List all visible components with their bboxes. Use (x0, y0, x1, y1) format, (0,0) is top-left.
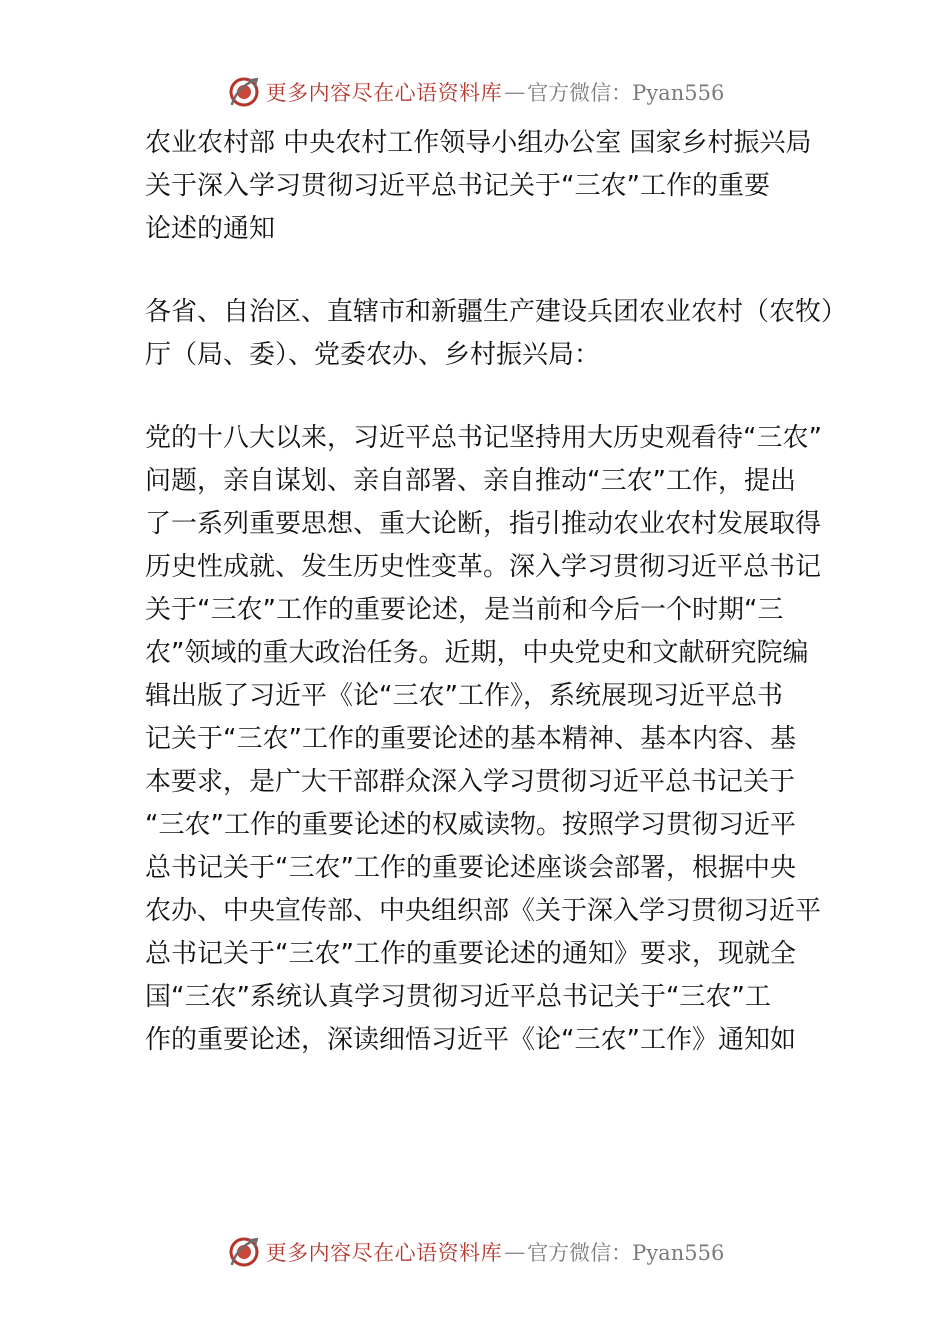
addressee (145, 291, 848, 377)
body-line: 农办、中央宣传部、中央组织部《关于深入学习贯彻习近平 (145, 896, 822, 926)
watermark-dash: — (504, 80, 526, 104)
body-line: 国“三农”系统认真学习贯彻习近平总书记关于“三农”工 (145, 982, 771, 1012)
watermark-contact: 官方微信：Pyan556 (527, 81, 725, 105)
document-title (145, 122, 810, 251)
document-content (145, 122, 848, 1062)
body-line: 本要求，是广大干部群众深入学习贯彻习近平总书记关于 (145, 767, 796, 797)
watermark-text: 更多内容尽在心语资料库 (265, 81, 503, 105)
body-line: 关于“三农”工作的重要论述，是当前和今后一个时期“三 (145, 595, 784, 625)
watermark-dash: — (504, 1240, 526, 1264)
title-line: 关于深入学习贯彻习近平总书记关于“三农”工作的重要 (145, 171, 770, 201)
addressee-line: 各省、自治区、直辖市和新疆生产建设兵团农业农村（农牧） (145, 297, 848, 327)
body-line: 问题，亲自谋划、亲自部署、亲自推动“三农”工作，提出 (145, 466, 796, 496)
body-line: 了一系列重要思想、重大论断，指引推动农业农村发展取得 (145, 509, 822, 539)
watermark-footer (0, 1232, 950, 1272)
watermark-text: 更多内容尽在心语资料库 (265, 1241, 503, 1265)
watermark-contact: 官方微信：Pyan556 (527, 1241, 725, 1265)
logo-icon (226, 74, 262, 110)
body-line: 农”领域的重大政治任务。近期，中央党史和文献研究院编 (145, 638, 809, 668)
body-line: “三农”工作的重要论述的权威读物。按照学习贯彻习近平 (145, 810, 796, 840)
watermark-header (0, 72, 950, 112)
body-line: 辑出版了习近平《论“三农”工作》，系统展现习近平总书 (145, 681, 783, 711)
body-line: 总书记关于“三农”工作的重要论述座谈会部署，根据中央 (145, 853, 796, 883)
logo-icon (226, 1234, 262, 1270)
title-line: 农业农村部 中央农村工作领导小组办公室 国家乡村振兴局 (145, 128, 812, 158)
body-line: 总书记关于“三农”工作的重要论述的通知》要求，现就全 (145, 939, 796, 969)
body-line: 党的十八大以来，习近平总书记坚持用大历史观看待“三农” (145, 423, 822, 453)
body-line: 历史性成就、发生历史性变革。深入学习贯彻习近平总书记 (145, 552, 822, 582)
body-line: 作的重要论述，深读细悟习近平《论“三农”工作》通知如 (145, 1025, 796, 1055)
title-line: 论述的通知 (145, 214, 276, 244)
body-paragraph (145, 417, 822, 1062)
addressee-line: 厅（局、委）、党委农办、乡村振兴局： (145, 340, 601, 370)
body-line: 记关于“三农”工作的重要论述的基本精神、基本内容、基 (145, 724, 796, 754)
